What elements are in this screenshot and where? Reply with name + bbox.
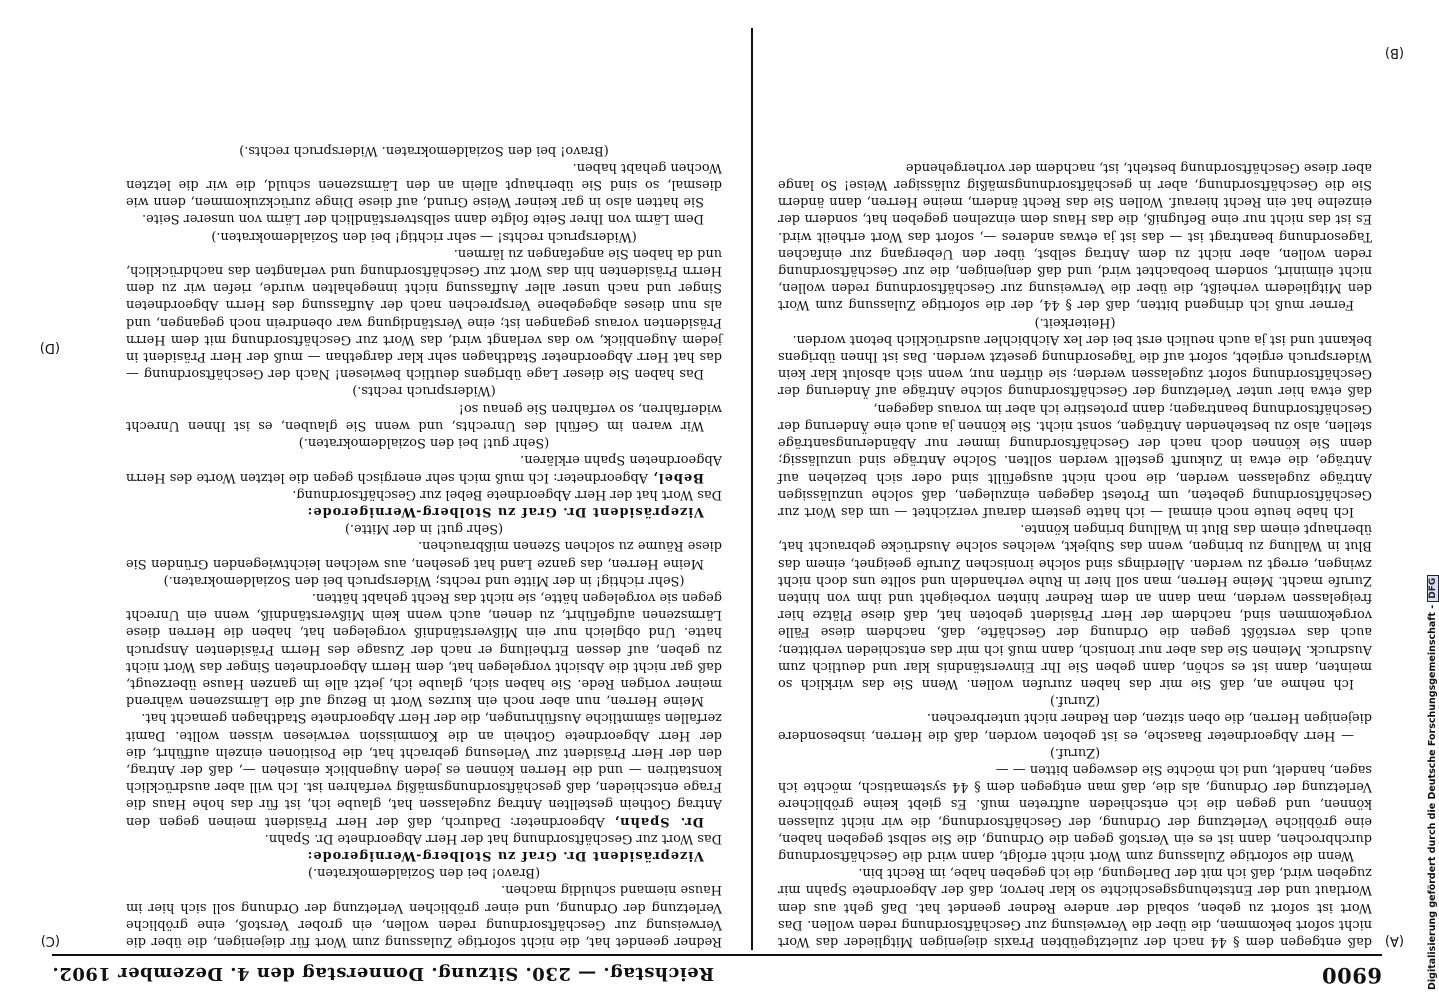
margin-mark-d: (D) (39, 340, 60, 355)
paragraph: — Herr Abgeordneter Baasche, es ist geboten worden, daß die Herren, insbesondere diejenigen Herren, die oben sitzen, den Redner nicht unterbrechen. (778, 710, 1372, 743)
paragraph: Sie hatten also in gar keiner Weise Grund, auf diese Dinge zurückzukommen, denn wie diesmal, so sind Sie überhaupt allein an den Lärmszenen schuld, die wir die letzten Wochen gehabt haben. (126, 159, 722, 210)
stage-direction: (Widerspruch rechts.) (352, 383, 496, 399)
paragraph: Das haben Sie dieser Lage übrigens deutlich bewiesen! Nach der Geschäftsordnung — das hat Herr Abgeordneter Stadthagen sehr klar dargethan — muß der Herr Präsident in jedem Augenblick, wo das verlangt wird, das Wort zur Geschäftsordnung mit dem Herrn Präsidenten voraus gegangen ist; eine Verständigung war obendrein noch gegangen, und als nun dieses abgegebene Versprechen nach der Auffassung des Herrn Abgeordneten Singer und nach unser aller Auffassung nicht innegehalten wurde, riefen wir zu dem Herrn Präsidenten hin das Wort zur Geschäftsordnung und verlangten das nachdrücklich, und da haben Sie angefangen zu lärmen. (126, 245, 722, 382)
speaker-line (126, 503, 722, 520)
speaker-line (126, 847, 722, 864)
speaker-name: Bebel, (652, 469, 704, 485)
speaker-name: Vizepräsident Dr. Graf zu Stolberg-Wernigerode: (306, 503, 704, 519)
right-column (126, 28, 722, 950)
page-header (52, 958, 1382, 988)
stage-direction: (Zuruf.) (1049, 744, 1101, 760)
header-rule (52, 954, 1382, 956)
speech-text: Abgeordneter: Ich muß mich sehr energisch gegen die letzten Worte des Herrn Abgeordneten Spahn erklären. (126, 452, 722, 485)
paragraph: daß etwa hier unter Verletzung der Geschäftsordnung solche Anträge auf Änderung der Geschäftsordnung sofort zugelassen werden; sie dürfen nur, wenn sich absolut klar kein Widerspruch ergiebt, sofort auf die Tagesordnung gesetzt werden. Das ist Ihnen übrigens bekannt und ist ja auch neulich erst bei der lex Aichbichler ausdrücklich betont worden. (778, 331, 1372, 399)
paragraph: Ich habe heute noch einmal — ich hatte gestern darauf verzichtet — um das Wort zur Geschäftsordnung gebeten, um Protest dagegen einzulegen, daß solche unzulässigen Anträge zugelassen werden, die noch nicht ausgefüllt sind oder sich beziehen auf Anträge, die etwa in Zukunft gestellt werden sollten. Solche Anträge sind unzulässig; denn Sie können doch nach der Geschäftsordnung immer nur Abänderungsanträge stellen, also zu bestehenden Anträgen, sonst nicht. Sie können ja auch eine Änderung der Geschäftsordnung beantragen; dann protestire ich aber im voraus dagegen, (778, 400, 1372, 519)
credit-text: Digitalisierung gefördert durch die Deutsche Forschungsgemeinschaft - (1427, 604, 1438, 990)
margin-mark-a: (A) (1384, 933, 1404, 948)
stage-direction: (Sehr gut! bei den Sozialdemokraten.) (298, 435, 550, 451)
paragraph: Redner geendet hat, die nicht sofortige Zulassung zum Wort für diejenigen, die über die Verweisung zur Geschäftsordnung reden wollen, ein grober Verstoß, eine gröbliche Verletzung der Ordnung, und einer gröblichen Verletzung der Ordnung soll sich hier im Hause niemand schuldig machen. (126, 882, 722, 949)
left-column (778, 28, 1372, 950)
paragraph: Das Wort hat der Herr Abgeordnete Bebel zur Geschäftsordnung. (292, 486, 722, 502)
stage-direction: (Bravo! bei den Sozialdemokraten. Widerspruch rechts.) (239, 142, 609, 158)
speaker-name: Vizepräsident Dr. Graf zu Stolberg-Wernigerode: (306, 847, 704, 863)
speaker-name: Dr. Spahn, (613, 813, 704, 829)
stage-direction: (Zuruf.) (1049, 693, 1101, 709)
paragraph (126, 709, 722, 829)
paragraph: Ferner muß ich dringend bitten, daß der § 44, der die sofortige Zulassung zum Wort den Mitgliedern verheißt, die über die Verweisung zur Geschäftsordnung reden wollen, nicht eliminirt, sondern beobachtet wird, und daß denjenigen, die zur Geschäftsordnung reden wollen, aber nicht zu dem Antrag selbst, über den Uebergang zur einfachen Tagesordnung beantragt ist — das ist ja etwas anderes —, sofort das Wort ertheilt wird. Es ist das nicht nur eine Befugniß, die das Haus dem einzelnen gegeben hat, sondern der einzelne hat ein Recht hierauf. Wollen Sie das Recht ändern, meine Herren, dann ändern Sie die Geschäftsordnung, aber in geschäftsordnungsmäßig zulässiger Weise! So lange aber diese Geschäftsordnung besteht, ist, nachdem der vorhergehende (778, 159, 1372, 313)
page-number: 6900 (1321, 963, 1382, 988)
paragraph: daß entgegen dem § 44 nach der zuletztgeübten Praxis diejenigen Mitglieder das Wort nicht sofort bekommen, die über die Verweisung zur Geschäftsordnung reden wollen. Das Wort ist sofort zu geben, sobald der andere Redner geendet hat. Daß geht aus dem Wortlaut und der Entstehungsgeschichte so klar hervor, daß der Abgeordnete Spahn mir zugeben wird, daß ich mit der Darlegung, die ich gegeben habe, im Recht bin. (778, 865, 1372, 949)
paragraph: Dem Lärm von Ihrer Seite folgte dann selbstverständlich der Lärm von unserer Seite. (142, 211, 704, 227)
paragraph: Meine Herren, das ganze Land hat gesehen, aus welchen leichtwiegenden Gründen Sie diese Räume zu solchen Szenen mißbrauchen. (126, 538, 722, 571)
running-title: Reichstag. — 230. Sitzung. Donnerstag den 4. Dezember 1902. (52, 963, 715, 984)
margin-mark-c: (C) (40, 933, 60, 948)
speech-text: Abgeordneter: Dadurch, daß der Herr Präsident meinen gegen den Antrag Gothein gestellten Antrag zugelassen hat, glaube ich, ist für das hohe Haus die Frage entschieden, daß geschäftsordnungsmäßig verfahren ist. Ich will aber ausdrücklich konstatiren — und die Herren können es jeden Augenblick einsehen —, daß der Antrag, den der Herr Präsident zur Verlesung gebracht hat, die Positionen einzeln aufführt, die der Herr Abgeordnete Gothein an die Kommission verwiesen wissen wollte. Damit zerfallen sämmtliche Ausführungen, die der Herr Abgeordnete Stadthagen gemacht hat. (126, 710, 722, 829)
stage-direction: (Bravo! bei den Sozialdemokraten.) (307, 865, 541, 881)
digitization-credit (1427, 575, 1439, 990)
paragraph: Wenn die sofortige Zulassung zum Wort nicht erfolgt, dann wird die Geschäftsordnung durchbrochen, dann ist es ein Verstoß gegen die Ordnung, die Sie selbst gegeben haben, eine gröbliche Verletzung der Ordnung, der Geschäftsordnung, die wir nicht zulassen können, und gegen die ich entschieden auftreten muß. Es giebt keine gröblichere Verletzung der Ordnung, als die, daß man entgegen dem § 44 systematisch, möchte ich sagen, handelt, und ich möchte Sie deswegen bitten — — (778, 761, 1372, 863)
stage-direction: (Widerspruch rechts! — sehr richtig! bei den Sozialdemokraten.) (211, 228, 637, 244)
stage-direction: (Sehr richtig! in der Mitte und rechts; Widerspruch bei den Sozialdemokraten.) (163, 572, 685, 588)
margin-mark-b: (B) (1384, 45, 1404, 60)
paragraph: Meine Herren, nun aber noch ein kurzes Wort in Bezug auf die Lärmszenen während meiner vorigen Rede. Sie haben sich, glaube ich, jetzt alle im ganzen Hause überzeugt, daß gar nicht die Absicht vorgelegen hat, dem Herrn Abgeordneten Singer das Wort nicht zu geben, auf dessen Ertheilung er nach der Zusage des Herrn Präsidenten Anspruch hatte. Und obgleich nur ein Mißverständniß vorgelegen hat, haben die Herren diese Lärmszenen aufgeführt, zu denen, auch wenn kein Mißverständniß, wenn ein Unrecht gegen sie vorgelegen hätte, sie nicht das Recht gehabt hätten. (126, 589, 722, 709)
paragraph: Ich nehme an, daß Sie mir das haben zurufen wollen. Wenn Sie das wirklich so meinten, dann ist es schön, dann geben Sie Ihr Einverständnis klar und deutlich zum Ausdruck. Meinen Sie das aber nur ironisch, dann muß ich mir das entschieden verbitten; auch das verstößt gegen die Ordnung der Geschäfte, daß, nachdem diese Fälle vorgekommen sind, nachdem der Herr Präsident geboten hat, daß diese Plätze hier freigelassen werden, man dann an dem Redner hinten vorbeigeht und ihm von hinten Zurufe macht. Meine Herren, man soll hier in Ruhe verhandeln und sollte uns doch nicht zwingen, erregt zu werden. Allerdings sind solche ironischen Zurufe geeignet, einem das Blut in Wallung zu bringen, wenn das Subjekt, welches solche Ausdrücke gebraucht hat, überhaupt einem das Blut in Wallung bringen könnte. (778, 521, 1372, 691)
paragraph (126, 451, 722, 485)
column-divider (751, 28, 753, 950)
paragraph: Das Wort zur Geschäftsordnung hat der Herr Abgeordnete Dr. Spahn. (264, 830, 722, 846)
stage-direction: (Heiterkeit.) (1034, 314, 1116, 330)
dfg-logo: DFG (1427, 575, 1439, 602)
stage-direction: (Sehr gut! in der Mitte.) (344, 521, 504, 537)
paragraph: Wir waren im Gefühl des Unrechts, und wenn Sie glauben, es ist Ihnen Unrecht widerfahren, so verfahren Sie genau so! (126, 400, 722, 433)
